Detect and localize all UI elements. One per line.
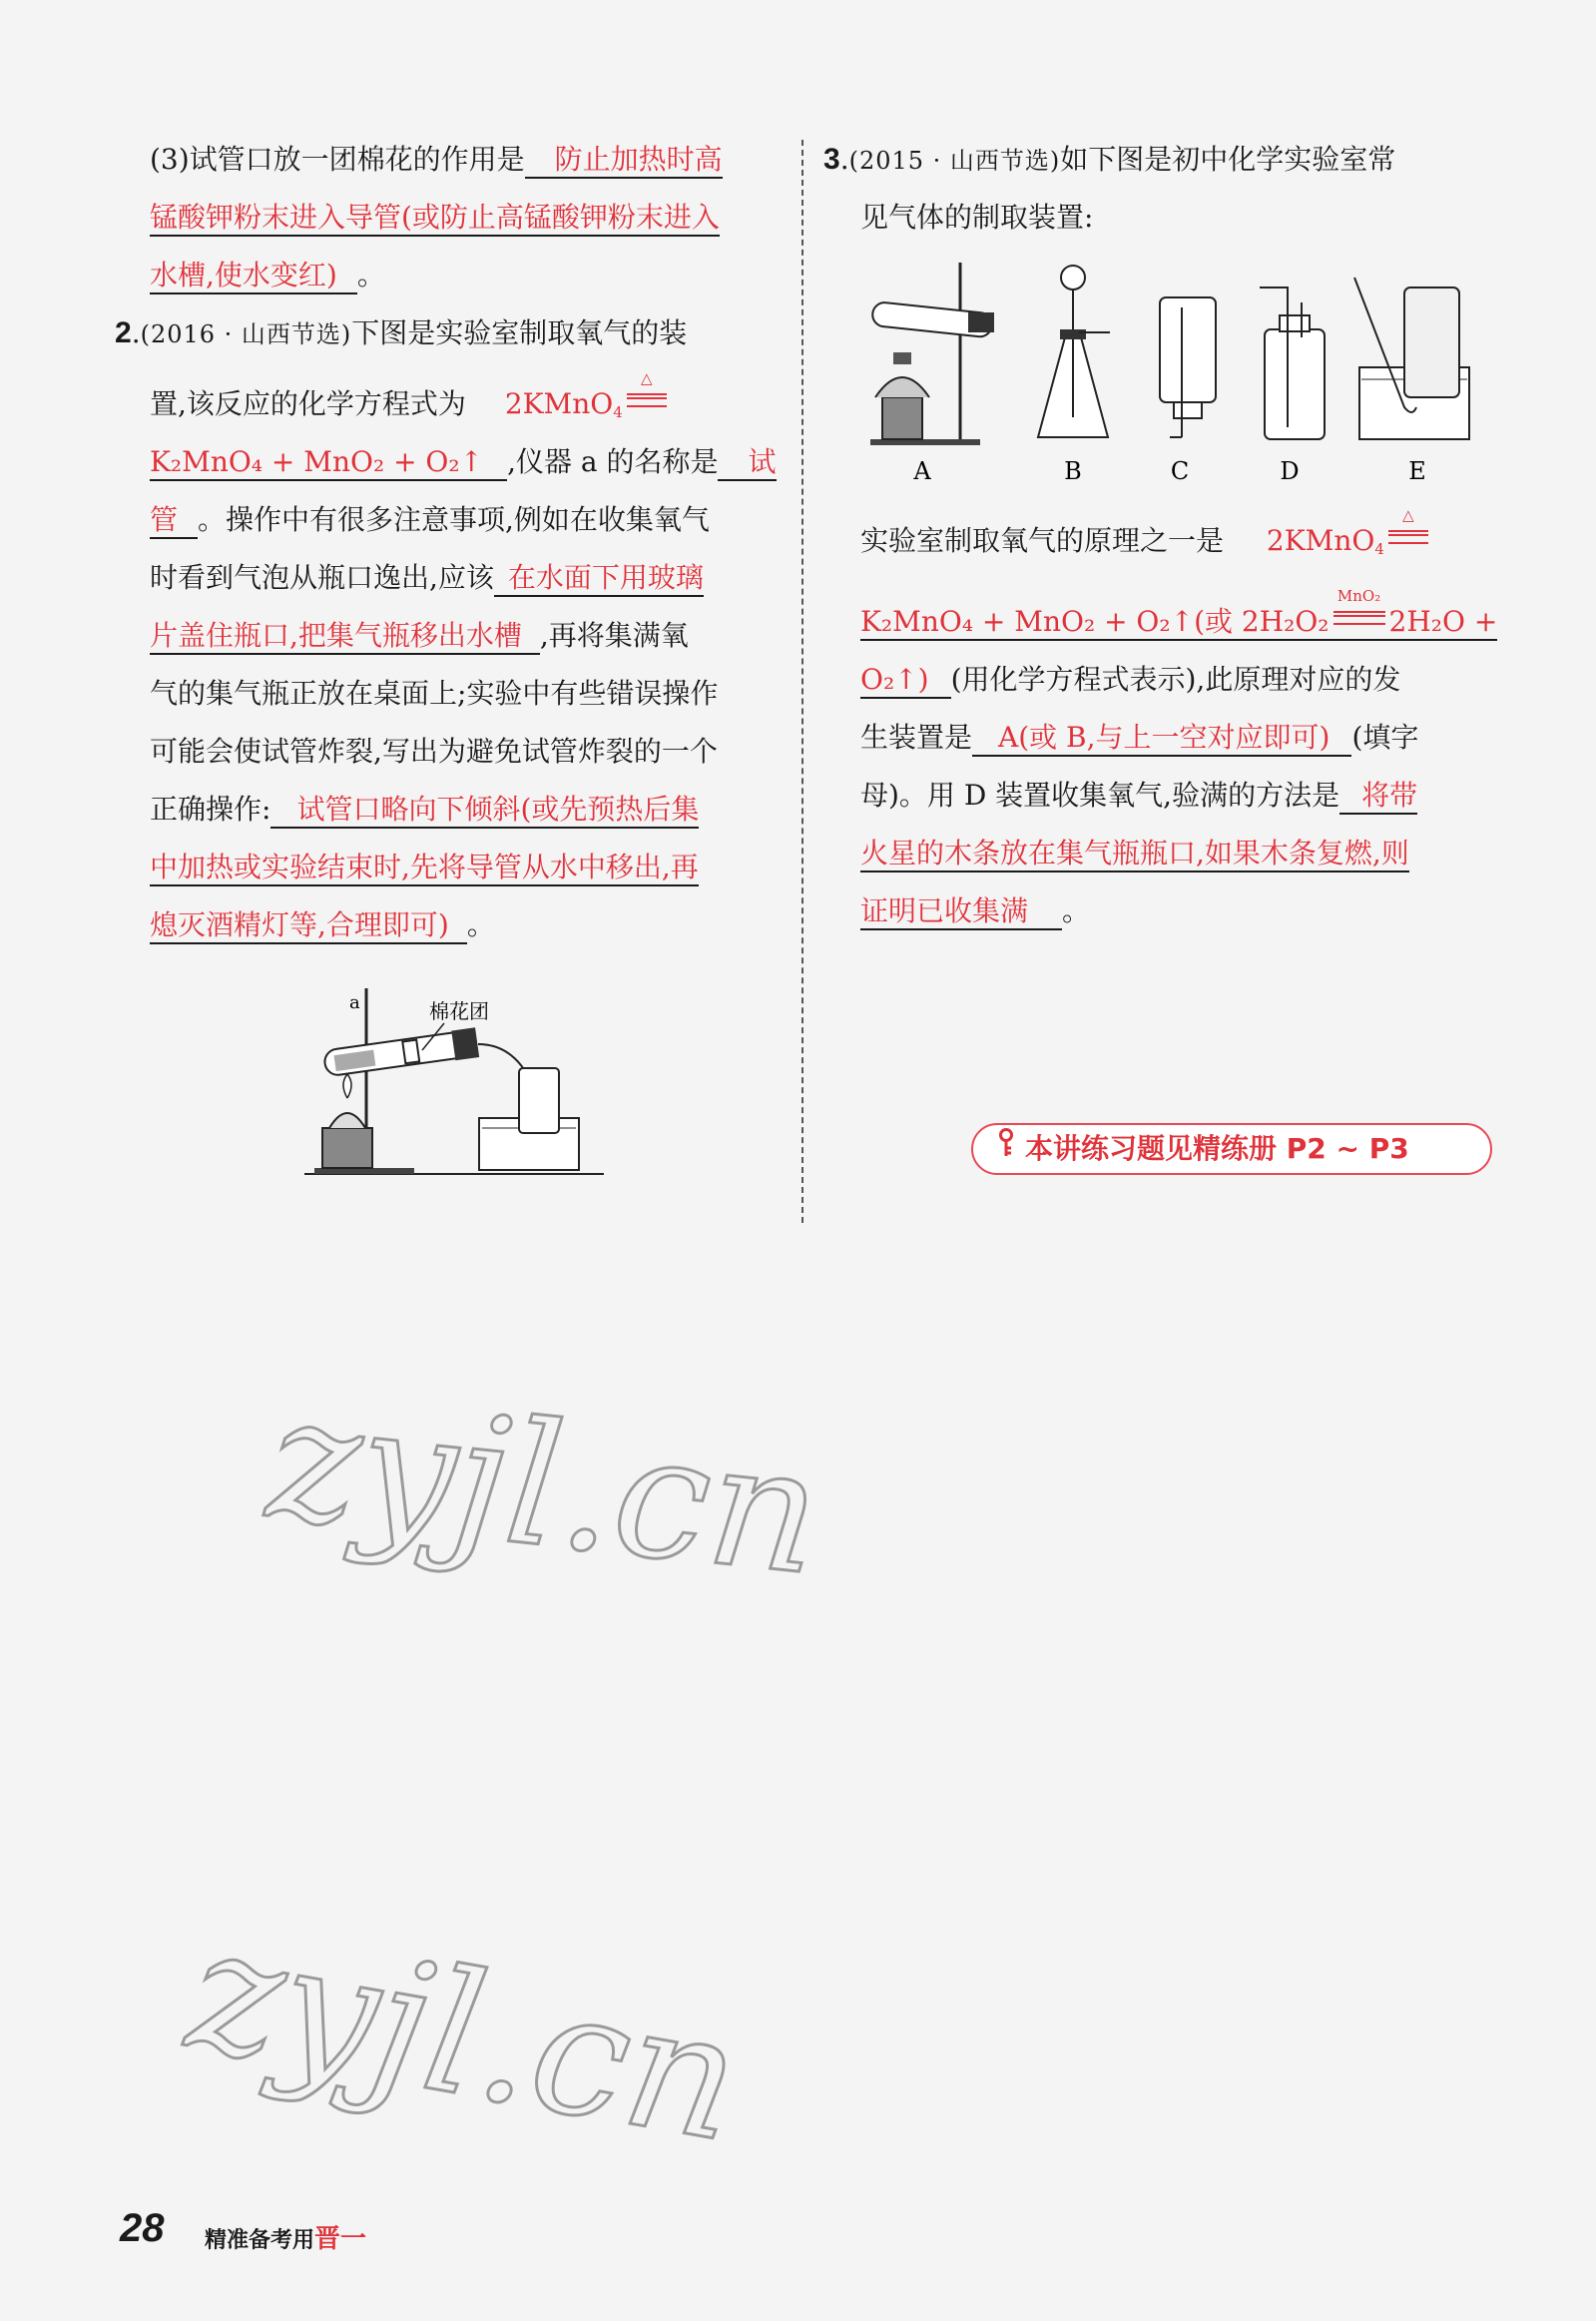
- label-cotton: 棉花团: [429, 999, 489, 1023]
- q2-text: 置,该反应的化学方程式为: [150, 387, 466, 420]
- q2-line1: 2.(2016 · 山西节选)下图是实验室制取氧气的装: [115, 316, 688, 349]
- q2-line8: [150, 729, 718, 775]
- eq-products-end: 2H₂O +: [1388, 605, 1498, 638]
- q3-answer-e: 将带: [1339, 779, 1417, 815]
- eq-reactant: 2KMnO: [504, 387, 614, 420]
- q2-line5: [150, 555, 704, 601]
- question-source: (2016 · 山西节选): [140, 320, 352, 348]
- practice-reference-badge: [971, 1123, 1492, 1175]
- catalyst-label: MnO₂: [1336, 587, 1381, 605]
- eq-products: K₂MnO₄ + MnO₂ + O₂↑(或 2H₂O₂: [860, 605, 1330, 638]
- q3-equation-start: 2KMnO$_4$ △: [1233, 524, 1432, 558]
- label-a: a: [349, 992, 360, 1013]
- q3-line3: [860, 506, 1432, 564]
- q3-line6: [860, 715, 1418, 761]
- key-icon: [987, 1125, 1025, 1173]
- oxygen-apparatus-figure: [304, 978, 604, 1178]
- q2-line3: [150, 439, 777, 485]
- q2-text: ,再将集满氧: [539, 619, 689, 652]
- q3-equation-line2: [860, 587, 1498, 641]
- q2-text: ,仪器 a 的名称是: [507, 445, 719, 478]
- q3-line9: [860, 888, 1090, 934]
- q2-answer-c-cont: 中加热或实验结束时,先将导管从水中移出,再: [150, 851, 699, 886]
- q3-text: 实验室制取氧气的原理之一是: [860, 524, 1225, 557]
- q2-line9: [150, 787, 699, 833]
- heat-symbol: △: [640, 369, 653, 387]
- q3-answer-e-cont: 火星的木条放在集气瓶瓶口,如果木条复燃,则: [860, 837, 1409, 872]
- q3-text: (用化学方程式表示),此原理对应的发: [950, 663, 1401, 696]
- q3-equation-end: O₂↑): [860, 663, 951, 699]
- q2-answer-b: 在水面下用玻璃: [494, 561, 704, 597]
- q2-text: 正确操作:: [150, 793, 271, 826]
- punct: 。: [1062, 894, 1091, 927]
- column-divider: [801, 140, 803, 1223]
- q2-answer-c-end: 熄灭酒精灯等,合理即可): [150, 908, 467, 944]
- q2-answer-a-end: 管: [150, 503, 198, 539]
- punct: 。: [466, 908, 495, 941]
- q2-text: 。操作中有很多注意事项,例如在收集氧气: [198, 503, 710, 536]
- watermark: zyjl.cn: [176, 1890, 754, 2181]
- q2-line6: [150, 613, 689, 659]
- q2-text: 气的集气瓶正放在桌面上;实验中有些错误操作: [150, 677, 719, 710]
- watermark: zyjl.cn: [261, 1359, 829, 1614]
- label-apparatus-b: B: [1064, 457, 1082, 485]
- q3-line2: [860, 195, 1093, 241]
- q3-answer-e-end: 证明已收集满: [860, 894, 1062, 930]
- q2-equation-start: 2KMnO$_4$ △: [475, 387, 671, 421]
- q3-line7: [860, 773, 1417, 819]
- question-source: (2015 · 山西节选): [848, 147, 1061, 175]
- q1-3-answer: 防止加热时高: [525, 143, 723, 179]
- q3-text: 母)。用 D 装置收集氧气,验满的方法是: [860, 779, 1340, 812]
- footer-title-text: 精准备考用: [205, 2228, 315, 2253]
- q1-3-answer-end: 水槽,使水变红): [150, 259, 357, 294]
- q3-line1: 3.(2015 · 山西节选)如下图是初中化学实验室常: [823, 143, 1396, 176]
- q2-text: 下图是实验室制取氧气的装: [351, 316, 688, 349]
- label-apparatus-e: E: [1408, 457, 1426, 485]
- page-number: 28: [120, 2206, 165, 2250]
- q2-answer-a: 试: [718, 445, 776, 481]
- punct: 。: [356, 259, 385, 291]
- apparatus-b: [1038, 266, 1110, 437]
- q2-equation-products: K₂MnO₄ + MnO₂ + O₂↑: [150, 445, 507, 481]
- q3-text: (填字: [1351, 721, 1419, 754]
- q2-line7: [150, 671, 718, 717]
- q2-line11: [150, 902, 495, 948]
- eq-reactant: 2KMnO: [1266, 524, 1375, 557]
- gas-apparatus-figure: [860, 258, 1489, 487]
- q2-text: 可能会使试管炸裂,写出为避免试管炸裂的一个: [150, 735, 718, 768]
- apparatus-c: [1160, 297, 1216, 437]
- q3-line5: [860, 657, 1400, 703]
- q2-answer-c: 试管口略向下倾斜(或先预热后集: [270, 793, 699, 829]
- q1-3-line2: [150, 195, 720, 241]
- q1-3-prompt: (3)试管口放一团棉花的作用是: [150, 143, 525, 176]
- label-apparatus-d: D: [1280, 457, 1300, 485]
- apparatus-a: [870, 263, 994, 445]
- q2-answer-b-end: 片盖住瓶口,把集气瓶移出水槽: [150, 619, 540, 655]
- q1-3-line1: [150, 137, 723, 183]
- q3-text: 见气体的制取装置:: [860, 201, 1094, 234]
- q3-answer-d: A(或 B,与上一空对应即可): [972, 721, 1351, 757]
- apparatus-e: [1354, 278, 1469, 439]
- q3-line8: [860, 831, 1409, 876]
- question-number: 3: [823, 143, 840, 176]
- q2-text: 时看到气泡从瓶口逸出,应该: [150, 561, 494, 594]
- q1-3-answer-cont: 锰酸钾粉末进入导管(或防止高锰酸钾粉末进入: [150, 201, 720, 237]
- q3-text: 如下图是初中化学实验室常: [1060, 143, 1396, 176]
- label-apparatus-a: A: [913, 457, 931, 485]
- q3-line4: [860, 587, 1498, 645]
- q2-line2: [150, 369, 671, 427]
- q2-line10: [150, 845, 699, 890]
- q3-text: 生装置是: [860, 721, 973, 754]
- badge-text: 本讲练习题见精练册 P2 ~ P3: [1025, 1132, 1409, 1165]
- footer-edition: 晋一: [314, 2224, 367, 2254]
- question-number: 2: [115, 316, 132, 349]
- q2-line4: [150, 497, 710, 543]
- heat-symbol: △: [1402, 506, 1414, 524]
- footer-title: [205, 2218, 366, 2255]
- q1-3-line3: [150, 253, 385, 298]
- apparatus-d: [1260, 288, 1325, 439]
- label-apparatus-c: C: [1170, 457, 1190, 485]
